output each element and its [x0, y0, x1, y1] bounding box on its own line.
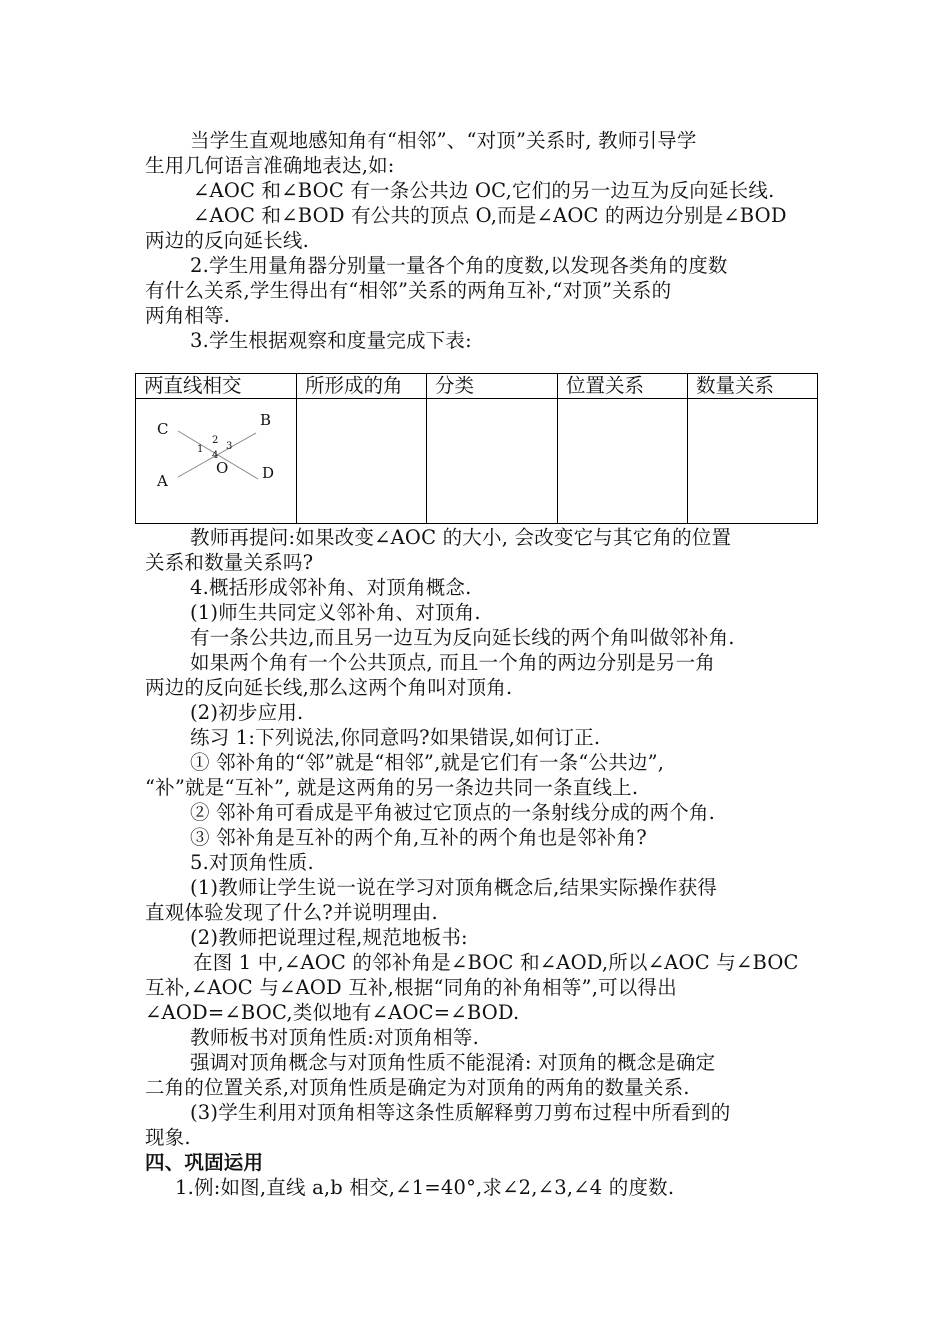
- section-heading: 四、巩固运用: [145, 1151, 264, 1174]
- paragraph: (2)初步应用.: [190, 701, 304, 724]
- paragraph: ② 邻补角可看成是平角被过它顶点的一条射线分成的两个角.: [190, 801, 715, 824]
- paragraph: 直观体验发现了什么?并说明理由.: [145, 901, 438, 924]
- paragraph: (2)教师把说理过程,规范地板书:: [190, 926, 468, 949]
- label-a: A: [157, 472, 168, 490]
- paragraph: 在图 1 中,∠AOC 的邻补角是∠BOC 和∠AOD,所以∠AOC 与∠BOC: [193, 951, 799, 974]
- label-c: C: [157, 420, 169, 438]
- paragraph: 关系和数量关系吗?: [145, 551, 314, 574]
- paragraph: 互补,∠AOC 与∠AOD 互补,根据“同角的补角相等”,可以得出: [145, 976, 677, 999]
- table-header-cell: 位置关系: [558, 374, 688, 399]
- angle-label-3: 3: [226, 441, 233, 452]
- paragraph: 两边的反向延长线,那么这两个角叫对顶角.: [145, 676, 513, 699]
- angle-label-2: 2: [212, 435, 219, 446]
- observation-table: [135, 373, 818, 524]
- paragraph: ∠AOD=∠BOC,类似地有∠AOC=∠BOD.: [145, 1001, 520, 1024]
- table-cell: [558, 399, 688, 524]
- paragraph: 强调对顶角概念与对顶角性质不能混淆: 对顶角的概念是确定: [190, 1051, 716, 1074]
- table-cell: [297, 399, 427, 524]
- paragraph: 两边的反向延长线.: [145, 229, 309, 252]
- paragraph: 有什么关系,学生得出有“相邻”关系的两角互补,“对顶”关系的: [145, 279, 672, 302]
- table-header-cell: 数量关系: [688, 374, 818, 399]
- paragraph: “补”就是“互补”, 就是这两角的另一条边共同一条直线上.: [145, 776, 639, 799]
- paragraph: ∠AOC 和∠BOD 有公共的顶点 O,而是∠AOC 的两边分别是∠BOD: [193, 204, 787, 227]
- paragraph: 教师板书对顶角性质:对顶角相等.: [190, 1026, 479, 1049]
- table-header-cell: 所形成的角: [297, 374, 427, 399]
- paragraph: 4.概括形成邻补角、对顶角概念.: [190, 576, 472, 599]
- paragraph: 当学生直观地感知角有“相邻”、“对顶”关系时, 教师引导学: [190, 129, 697, 152]
- paragraph: 2.学生用量角器分别量一量各个角的度数,以发现各类角的度数: [190, 254, 728, 277]
- paragraph: 练习 1:下列说法,你同意吗?如果错误,如何订正.: [190, 726, 601, 749]
- paragraph: 生用几何语言准确地表达,如:: [145, 154, 395, 177]
- paragraph: 有一条公共边,而且另一边互为反向延长线的两个角叫做邻补角.: [190, 626, 735, 649]
- paragraph: 教师再提问:如果改变∠AOC 的大小, 会改变它与其它角的位置: [190, 526, 732, 549]
- table-header-cell: 分类: [427, 374, 558, 399]
- label-d: D: [262, 464, 275, 482]
- paragraph: 5.对顶角性质.: [190, 851, 314, 874]
- label-o: O: [216, 459, 229, 477]
- table-header-cell: 两直线相交: [136, 374, 297, 399]
- paragraph: (1)师生共同定义邻补角、对顶角.: [190, 601, 481, 624]
- table-cell-figure: [136, 399, 297, 524]
- angle-label-4: 4: [212, 450, 219, 461]
- table-cell: [688, 399, 818, 524]
- table-row: [136, 399, 818, 524]
- paragraph: ③ 邻补角是互补的两个角,互补的两个角也是邻补角?: [190, 826, 647, 849]
- paragraph: 1.例:如图,直线 a,b 相交,∠1=40°,求∠2,∠3,∠4 的度数.: [175, 1176, 675, 1199]
- paragraph: 两角相等.: [145, 304, 231, 327]
- paragraph: 如果两个角有一个公共顶点, 而且一个角的两边分别是另一角: [190, 651, 715, 674]
- paragraph: 二角的位置关系,对顶角性质是确定为对顶角的两角的数量关系.: [145, 1076, 690, 1099]
- paragraph: (1)教师让学生说一说在学习对顶角概念后,结果实际操作获得: [190, 876, 718, 899]
- paragraph: ∠AOC 和∠BOC 有一条公共边 OC,它们的另一边互为反向延长线.: [193, 179, 775, 202]
- table-header-row: [136, 374, 818, 399]
- angle-label-1: 1: [197, 444, 204, 455]
- table-cell: [427, 399, 558, 524]
- paragraph: ① 邻补角的“邻”就是“相邻”,就是它们有一条“公共边”,: [190, 751, 665, 774]
- paragraph: (3)学生利用对顶角相等这条性质解释剪刀剪布过程中所看到的: [190, 1101, 731, 1124]
- paragraph: 现象.: [145, 1126, 191, 1149]
- label-b: B: [260, 411, 272, 429]
- intersecting-lines-figure: [136, 399, 296, 523]
- paragraph: 3.学生根据观察和度量完成下表:: [190, 329, 472, 352]
